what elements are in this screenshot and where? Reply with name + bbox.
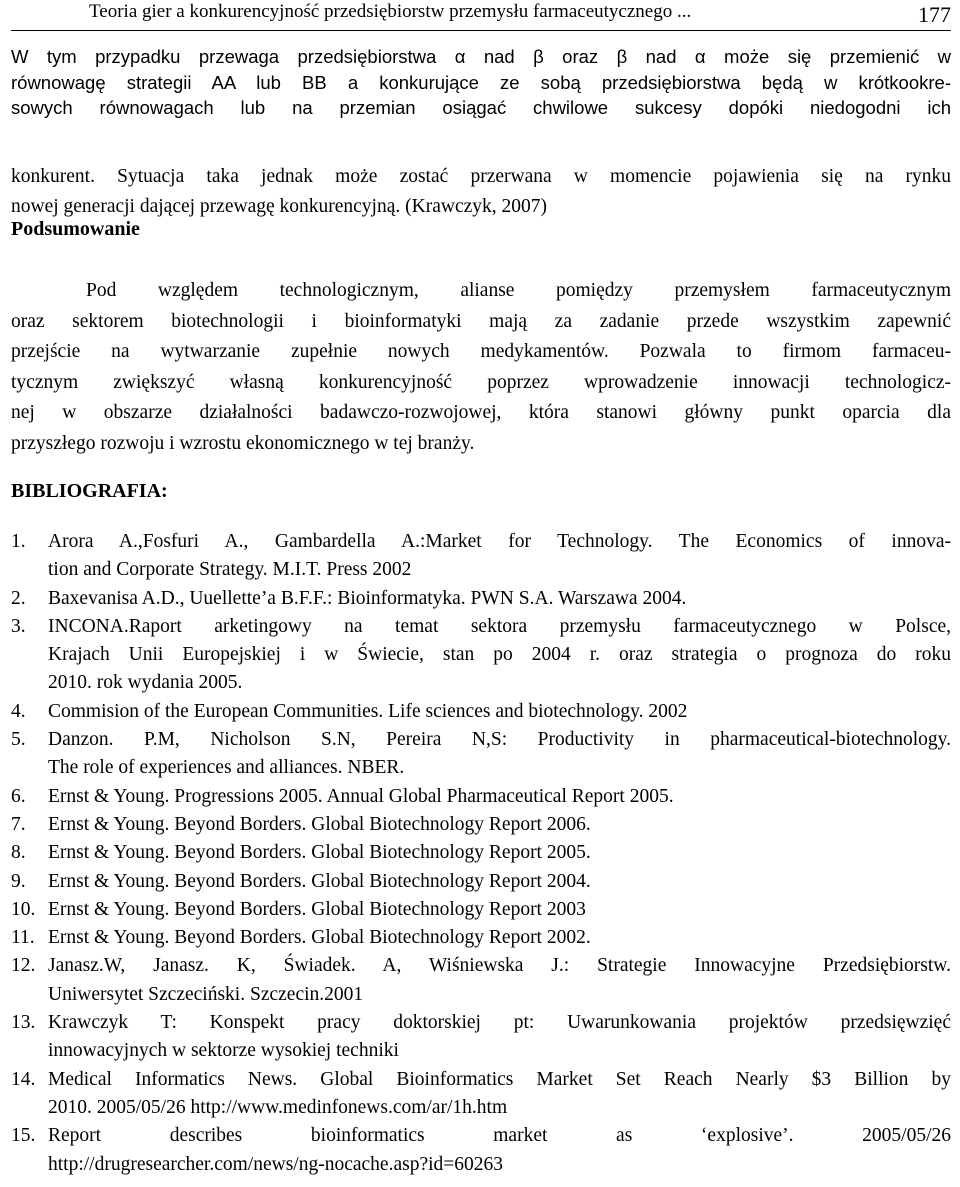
bibliography-item-number: 13. [11,1012,36,1034]
bibliography-item-line: INCONA.Raport arketingowy na temat sektora przemysłu farmaceutycznego w Polsce, [48,615,951,637]
bibliography-item [11,726,951,783]
bibliography-item-number: 12. [11,955,36,977]
bibliography-item-line: Baxevanisa A.D., Uuellette’a B.F.F.: Bioinformatyka. PWN S.A. Warszawa 2004. [48,587,687,609]
bibliography-item-line: tion and Corporate Strategy. M.I.T. Press 2002 [48,559,412,581]
bibliography-item-line: innowacyjnych w sektorze wysokiej techniki [48,1040,399,1062]
bibliography-item-number: 15. [11,1125,36,1147]
bibliography-item [11,528,951,585]
bibliography-item [11,613,951,698]
bibliography-item-number: 1. [11,531,26,552]
bibliography-item-line: Ernst & Young. Progressions 2005. Annual Global Pharmaceutical Report 2005. [48,785,674,807]
text-line: W tym przypadku przewaga przedsiębiorstwa α nad β oraz β nad α może się przemienić w [11,46,951,67]
intro-paragraph-serif [11,162,951,222]
bibliography-item [11,868,951,896]
text-line: konkurent. Sytuacja taka jednak może zostać przerwana w momencie pojawienia się na rynku [11,166,951,187]
bibliography-item-line: Krajach Unii Europejskiej i w Świecie, stan po 2004 r. oraz strategia o prognoza do roku [48,644,951,666]
bibliography-item-line: Medical Informatics News. Global Bioinformatics Market Set Reach Nearly $3 Billion by [48,1068,951,1090]
bibliography-item-number: 9. [11,870,26,892]
bibliography-item-number: 7. [11,813,26,835]
bibliography-item-number: 6. [11,785,26,807]
text-line: przejście na wytwarzanie zupełnie nowych medykamentów. Pozwala to firmom farmaceu- [11,341,951,362]
bibliography-item-number: 14. [11,1068,36,1090]
bibliography-heading: BIBLIOGRAFIA: [11,480,168,502]
bibliography-item [11,924,951,952]
bibliography-item-number: 11. [11,927,35,949]
bibliography-item-line: Danzon. P.M, Nicholson S.N, Pereira N,S: Productivity in pharmaceutical-biotechnology. [48,729,951,751]
bibliography-item [11,1009,951,1066]
bibliography-item-line: http://drugresearcher.com/news/ng-nocache.asp?id=60263 [48,1153,504,1175]
bibliography-item [11,952,951,1009]
bibliography-item-number: 8. [11,842,26,864]
document-page [11,0,951,1175]
bibliography-item-line: Krawczyk T: Konspekt pracy doktorskiej pt: Uwarunkowania projektów przedsięwzięć [48,1012,951,1034]
bibliography-item [11,1122,951,1179]
bibliography-item [11,783,951,811]
bibliography-item-line: Commision of the European Communities. Life sciences and biotechnology. 2002 [48,700,688,722]
bibliography-item-number: 10. [11,898,36,920]
text-line: nej w obszarze działalności badawczo-rozwojowej, która stanowi główny punkt oparcia dla [11,402,951,423]
text-line: oraz sektorem biotechnologii i bioinformatyki mają za zadanie przede wszystkim zapewnić [11,310,951,332]
bibliography-item-number: 5. [11,729,26,751]
bibliography-item-line: Uniwersytet Szczeciński. Szczecin.2001 [48,983,364,1005]
bibliography-item [11,698,951,726]
bibliography-item [11,839,951,867]
bibliography-item-line: The role of experiences and alliances. NBER. [48,757,405,779]
summary-paragraph [11,276,951,459]
bibliography-item-line: Report describes bioinformatics market as ‘explosive’. 2005/05/26 [48,1125,951,1147]
bibliography-item [11,585,951,613]
bibliography-item-line: 2010. 2005/05/26 http://www.medinfonews.com/ar/1h.htm [48,1096,508,1118]
text-line: sowych równowagach lub na przemian osiągać chwilowe sukcesy dopóki niedogodni ich [11,97,951,118]
bibliography-list [11,528,951,1179]
bibliography-item-line: Ernst & Young. Beyond Borders. Global Biotechnology Report 2005. [48,842,591,864]
bibliography-item-line: Arora A.,Fosfuri A., Gambardella A.:Market for Technology. The Economics of innova- [48,531,951,552]
summary-heading: Podsumowanie [11,218,140,240]
bibliography-item-line: Ernst & Young. Beyond Borders. Global Biotechnology Report 2004. [48,870,591,892]
intro-paragraph-sans [11,44,951,121]
running-header [11,0,951,31]
bibliography-item-number: 2. [11,587,26,609]
bibliography-item-line: Ernst & Young. Beyond Borders. Global Biotechnology Report 2006. [48,813,591,835]
text-line: przyszłego rozwoju i wzrostu ekonomicznego w tej branży. [11,432,475,454]
bibliography-item-line: Janasz.W, Janasz. K, Świadek. A, Wiśniewska J.: Strategie Innowacyjne Przedsiębiorstw. [48,955,951,977]
running-header-title: Teoria gier a konkurencyjność przedsiębiorstw przemysłu farmaceutycznego ... [89,1,692,22]
bibliography-item [11,811,951,839]
text-line: Pod względem technologicznym, alianse pomiędzy przemysłem farmaceutycznym [86,280,951,301]
bibliography-item-line: Ernst & Young. Beyond Borders. Global Biotechnology Report 2002. [48,927,591,949]
bibliography-item [11,896,951,924]
bibliography-item-line: 2010. rok wydania 2005. [48,672,243,694]
bibliography-item-number: 3. [11,615,26,637]
bibliography-item-number: 4. [11,700,26,722]
text-line: nowej generacji dającej przewagę konkurencyjną. (Krawczyk, 2007) [11,196,547,217]
text-line: równowagę strategii AA lub BB a konkurujące ze sobą przedsiębiorstwa będą w krótkookre- [11,71,951,93]
bibliography-item [11,1066,951,1123]
text-line: tycznym zwiększyć własną konkurencyjność poprzez wprowadzenie innowacji technologicz- [11,371,951,393]
bibliography-item-line: Ernst & Young. Beyond Borders. Global Biotechnology Report 2003 [48,898,586,920]
page-number: 177 [918,2,951,27]
